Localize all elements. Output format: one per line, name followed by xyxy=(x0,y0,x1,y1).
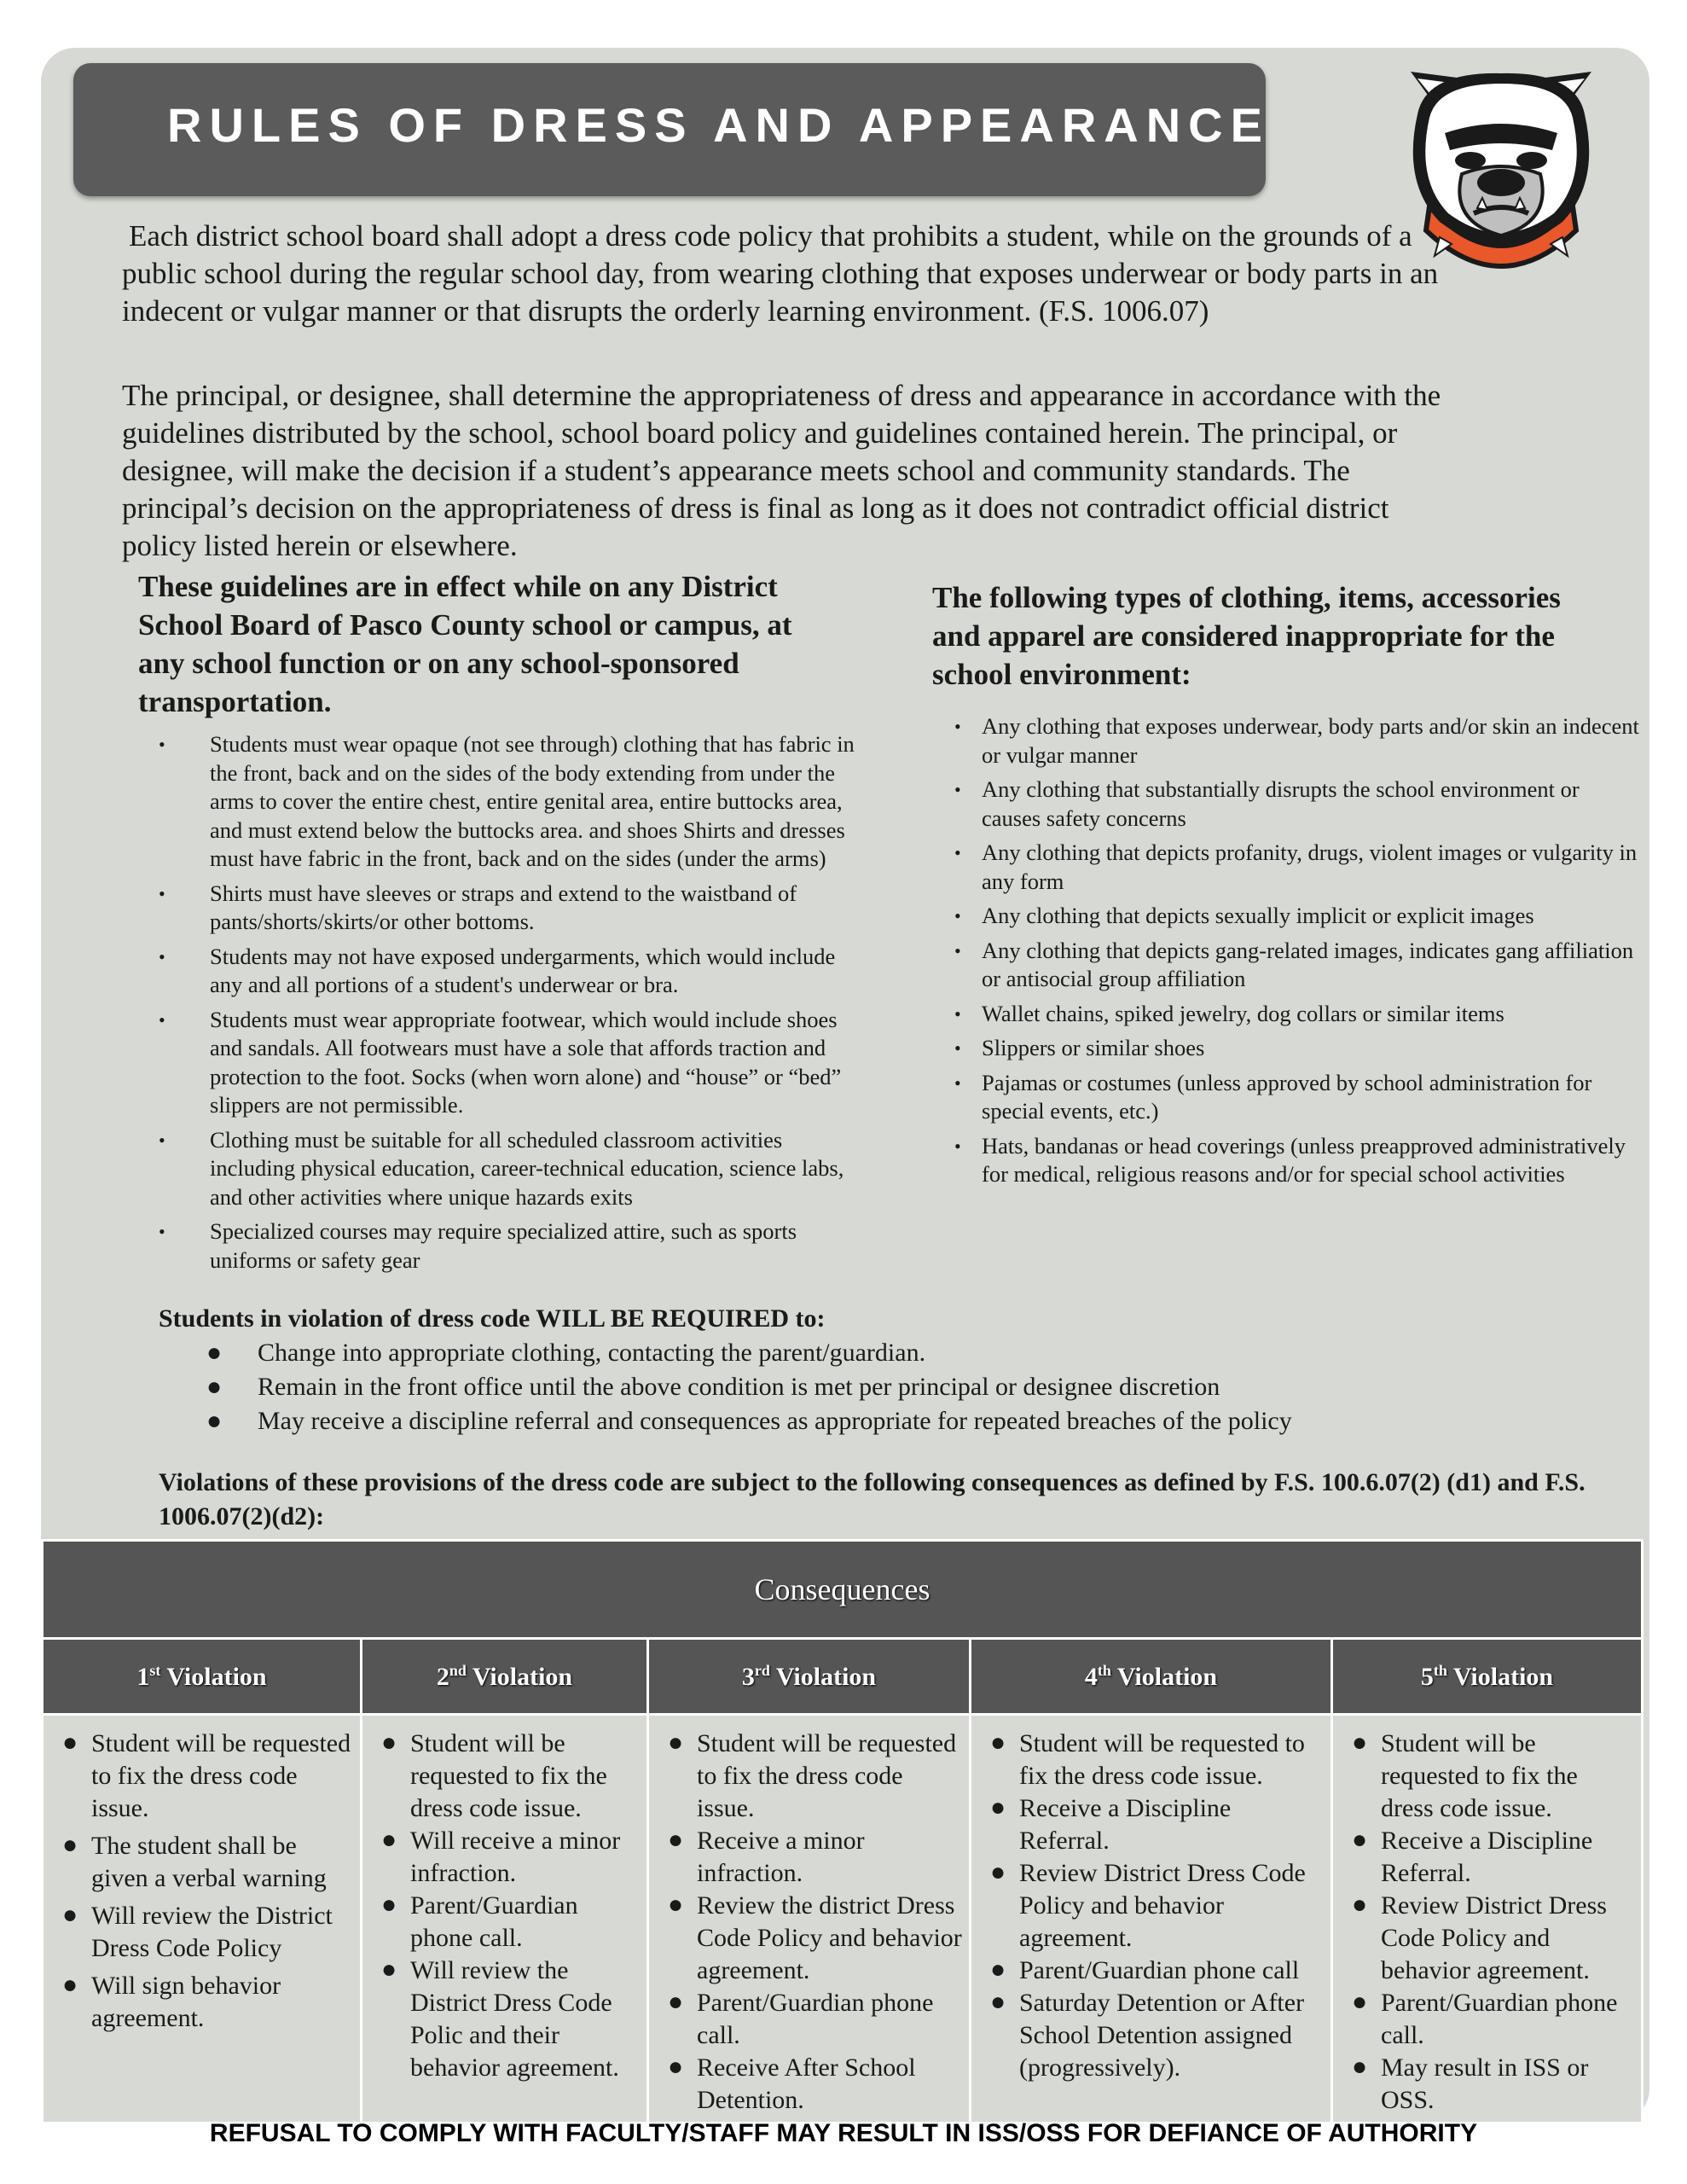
list-item: ● Receive a Discipline Referral. xyxy=(990,1793,1232,1855)
list-item: ● Review District Dress Code Policy and behavior agreement. xyxy=(1352,1891,1607,1984)
list-item: ● Will review the District Dress Code Policy xyxy=(62,1901,333,1962)
list-item: ● May result in ISS or OSS. xyxy=(1352,2053,1589,2114)
consequences-table xyxy=(41,1539,1644,2124)
list-item: • Any clothing that substantially disrupts the school environment or causes safety concerns xyxy=(954,776,1580,831)
list-item: ● Will receive a minor infraction. xyxy=(381,1826,621,1887)
list-item: ● Will review the District Dress Code Polic and their behavior agreement. xyxy=(381,1955,619,2082)
list-item: ● Parent/Guardian phone call xyxy=(990,1955,1300,1984)
list-item: ● Review District Dress Code Policy and behavior agreement. xyxy=(990,1858,1306,1952)
list-item: • Specialized courses may require specialized attire, such as sports uniforms or safety gear xyxy=(159,1218,797,1273)
violation-header-5: 5th Violation xyxy=(1332,1639,1643,1715)
intro-paragraph-1 xyxy=(122,218,1452,330)
list-item: ● Parent/Guardian phone call. xyxy=(1352,1988,1618,2049)
list-item: ● Remain in the front office until the above condition is met per principal or designee discretion xyxy=(206,1373,1220,1401)
footer-warning: REFUSAL TO COMPLY WITH FACULTY/STAFF MAY RESULT IN ISS/OSS FOR DEFIANCE OF AUTHORITY xyxy=(209,2119,1478,2147)
violation-header-2: 2nd Violation xyxy=(362,1639,648,1715)
intro-paragraph-1-text: Each district school board shall adopt a dress code policy that prohibits a student, while on the grounds of a public school during the regular school day, from wearing clothing that exposes underwear or body parts in an indecent or vulgar manner or that disrupts the orderly learning environment. (F.S. 1006.07) xyxy=(122,219,1439,328)
violation-cell-2 xyxy=(362,1715,648,2123)
title-banner xyxy=(73,63,1270,196)
violation-header-4: 4th Violation xyxy=(971,1639,1332,1715)
page-title: RULES OF DRESS AND APPEARANCE xyxy=(167,98,1270,152)
list-item: • Wallet chains, spiked jewelry, dog collars or similar items xyxy=(954,1000,1504,1026)
violation-cell-1 xyxy=(43,1715,362,2123)
list-item: • Shirts must have sleeves or straps and extend to the waistband of pants/shorts/skirts/or other bottoms. xyxy=(159,880,797,934)
list-item: • Students must wear opaque (not see through) clothing that has fabric in the front, back and on the sides of the body extending from under the arms to cover the entire chest, entire genital area, entire buttocks area, and must extend below the buttocks area. and shoes Shirts and dresses must have fabric in the front, back and on the sides (under the arms) xyxy=(159,731,855,871)
violation-header-3: 3rd Violation xyxy=(648,1639,971,1715)
list-item: ● Parent/Guardian phone call. xyxy=(381,1891,578,1952)
list-item: ● Receive After School Detention. xyxy=(668,2053,916,2114)
intro-paragraph-2: The principal, or designee, shall determine the appropriateness of dress and appearance in accordance with the guidelines distributed by the school, school board policy and guidelines contained herein. The principal, or designee, will make the decision if a student’s appearance meets school and community standards. The principal’s decision on the appropriateness of dress is final as long as it does not contradict official district policy listed herein or elsewhere. xyxy=(122,379,1441,562)
violation-header-1: 1st Violation xyxy=(43,1639,362,1715)
list-item: ● Parent/Guardian phone call. xyxy=(668,1988,934,2049)
list-item: • Students may not have exposed undergarments, which would include any and all portions of a student's underwear or bra. xyxy=(159,943,836,997)
list-item: ● Saturday Detention or After School Detention assigned (progressively). xyxy=(990,1988,1305,2082)
consequences-title: Consequences xyxy=(43,1541,1643,1639)
list-item: • Pajamas or costumes (unless approved by school administration for special events, etc.) xyxy=(954,1069,1592,1124)
list-item: • Slippers or similar shoes xyxy=(954,1035,1205,1060)
list-item: • Any clothing that depicts sexually implicit or explicit images xyxy=(954,903,1534,928)
list-item: ● Student will be requested to fix the dress code issue. xyxy=(381,1728,607,1822)
guidelines-heading: These guidelines are in effect while on any District School Board of Pasco County school or campus, at any school function or on any school-sponsored transportation. xyxy=(138,570,792,718)
list-item: ● Change into appropriate clothing, contacting the parent/guardian. xyxy=(206,1339,926,1367)
list-item: • Students must wear appropriate footwear, which would include shoes and sandals. All footwears must have a sole that affords traction and protection to the foot. Socks (when worn alone) and “house” or “bed” slippers are not permissible. xyxy=(159,1006,842,1118)
list-item: ● Will sign behavior agreement. xyxy=(62,1971,281,2032)
list-item: ● Student will be requested to fix the dress code issue. xyxy=(1352,1728,1578,1822)
required-heading: Students in violation of dress code WILL BE REQUIRED to: xyxy=(159,1304,826,1333)
list-item: ● Receive a minor infraction. xyxy=(668,1826,865,1887)
list-item: • Hats, bandanas or head coverings (unless preapproved administratively for medical, religious reasons and/or for special school activities xyxy=(954,1132,1626,1187)
list-item: • Any clothing that exposes underwear, body parts and/or skin an indecent or vulgar manner xyxy=(954,713,1639,768)
list-item: ● Student will be requested to fix the dress code issue. xyxy=(62,1728,351,1822)
guidelines-list xyxy=(138,730,863,1281)
list-item: ● Student will be requested to fix the dress code issue. xyxy=(668,1728,957,1822)
list-item: • Any clothing that depicts gang-related images, indicates gang affiliation or antisocial group affiliation xyxy=(954,937,1634,991)
list-item: • Any clothing that depicts profanity, drugs, violent images or vulgarity in any form xyxy=(954,839,1638,894)
violation-cell-3 xyxy=(648,1715,971,2123)
list-item: ● The student shall be given a verbal warning xyxy=(62,1831,327,1892)
violation-cell-5 xyxy=(1332,1715,1643,2123)
list-item: ● May receive a discipline referral and consequences as appropriate for repeated breaches of the policy xyxy=(206,1407,1292,1435)
list-item: ● Student will be requested to fix the dress code issue. xyxy=(990,1728,1305,1790)
violations-note: Violations of these provisions of the dress code are subject to the following consequences as defined by F.S. 100.6.07(2) (d1) and F.S. 1006.07(2)(d2): xyxy=(159,1468,1586,1531)
list-item: ● Review the district Dress Code Policy and behavior agreement. xyxy=(668,1891,962,1984)
violation-cell-4 xyxy=(971,1715,1332,2123)
required-list xyxy=(159,1336,1438,1438)
inappropriate-heading: The following types of clothing, items, accessories and apparel are considered inappropriate for the school environment: xyxy=(932,581,1561,691)
inappropriate-list xyxy=(932,712,1640,1195)
list-item: ● Receive a Discipline Referral. xyxy=(1352,1826,1593,1887)
list-item: • Clothing must be suitable for all scheduled classroom activities including physical education, career-technical education, science labs, and other activities where unique hazards exits xyxy=(159,1126,844,1210)
